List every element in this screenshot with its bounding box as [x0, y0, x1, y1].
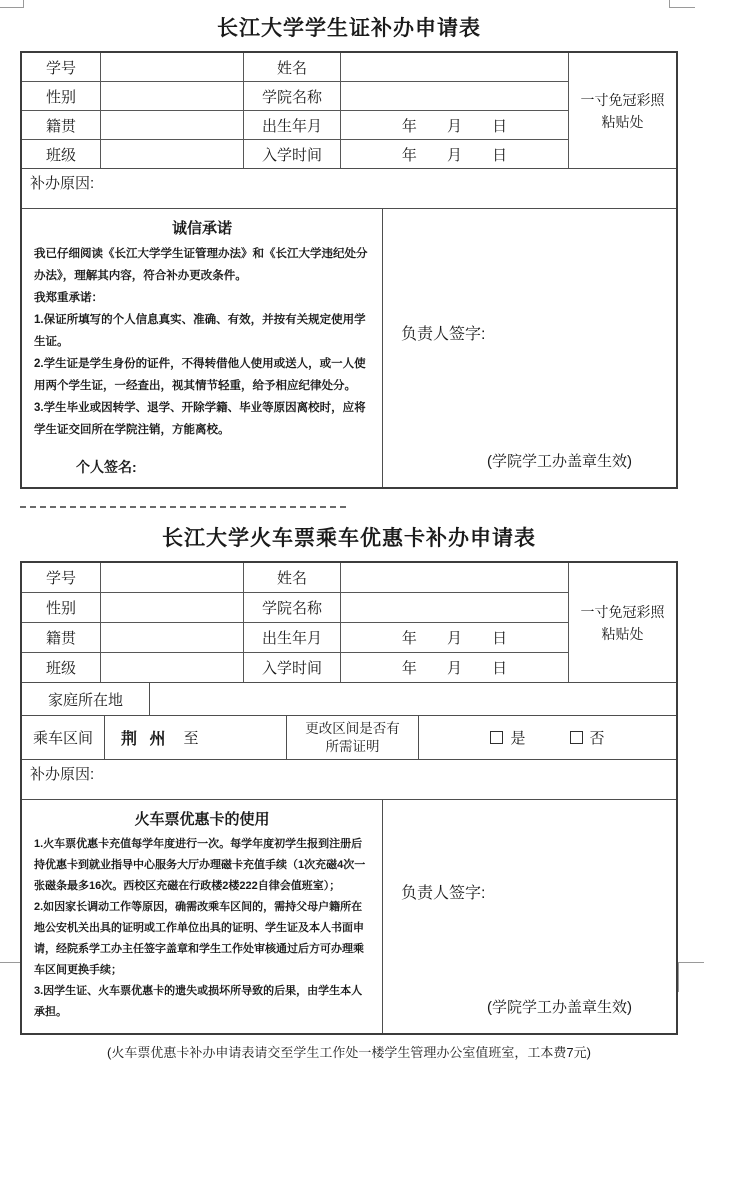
- form2-gender-value: [101, 593, 243, 622]
- form2-no-label: 否: [589, 730, 605, 747]
- form2-ride-route-cell: [105, 716, 287, 759]
- form1-pledge-paragraph: 1.保证所填写的个人信息真实、准确、有效，并按有关规定使用学生证。: [34, 314, 366, 348]
- form1-pledge-paragraph: 我已仔细阅读《长江大学学生证管理办法》和《长江大学违纪处分办法》，理解其内容，符合补办更改条件。: [34, 248, 368, 282]
- form2-student-no-value: [101, 563, 243, 592]
- form1-class-value: [101, 140, 243, 168]
- form1-photo-box-line1: 一寸免冠彩照: [580, 91, 665, 108]
- form2-photo-box-line1: 一寸免冠彩照: [580, 603, 665, 620]
- form2-cert-choice-cell: [419, 716, 676, 759]
- form1-pledge-heading: 诚信承诺: [171, 220, 232, 237]
- form2-enroll-time-value: 年 月 日: [341, 653, 568, 682]
- form2-usage-heading: 火车票优惠卡的使用: [134, 811, 270, 828]
- cut-dashed-line: [20, 506, 346, 508]
- form1-birth-date-label: 出生年月: [244, 111, 340, 139]
- form1-approval-cell: [383, 209, 676, 487]
- form1-info-grid: [22, 53, 676, 168]
- no-checkbox-icon: [570, 731, 583, 744]
- form1-student-no-label: 学号: [22, 53, 100, 81]
- form2-home-row: [22, 682, 676, 715]
- crop-mark-top-right-icon: [669, 0, 695, 8]
- form2-yes-option: [490, 727, 525, 748]
- form2-ride-section-label: 乘车区间: [22, 716, 105, 759]
- form1-class-label: 班级: [22, 140, 100, 168]
- form1-name-label: 姓名: [244, 53, 340, 81]
- form1-photo-box-line2: 粘贴处: [601, 113, 644, 130]
- form2-yes-label: 是: [510, 730, 526, 747]
- form1-personal-signature-label: 个人签名:: [76, 459, 137, 475]
- form1-pledge-section: [22, 208, 676, 487]
- form2-change-cert-line1: 更改区间是否有: [305, 720, 400, 736]
- form1-seal-note: (学院学工办盖章生效): [487, 453, 632, 470]
- form1-college-label: 学院名称: [244, 82, 340, 110]
- form2-approval-cell: [383, 800, 676, 1033]
- crop-mark-top-left-icon: [0, 0, 24, 8]
- form1-name-value: [341, 53, 568, 81]
- form2-info-grid: [22, 563, 676, 682]
- form1-pledge-paragraph: 我郑重承诺：: [34, 292, 103, 304]
- form2-usage-cell: [22, 800, 383, 1033]
- form2-change-cert-line2: 所需证明: [325, 738, 380, 754]
- form2-enroll-time-label: 入学时间: [244, 653, 340, 682]
- form2-usage-paragraph: 1.火车票优惠卡充值每学年度进行一次。每学年度初学生报到注册后持优惠卡到就业指导中心服务大厅办理磁卡充值手续（1次充磁4次一张磁条最多16次。西校区充磁在行政楼2楼222自律会值班室）；: [34, 838, 366, 892]
- form2-name-value: [341, 563, 568, 592]
- form1-native-place-label: 籍贯: [22, 111, 100, 139]
- student-id-form-table: [20, 51, 678, 489]
- form1-gender-value: [101, 82, 243, 110]
- form2-reason-row: 补办原因:: [22, 759, 676, 799]
- form1-approver-signature-label: 负责人签字:: [401, 326, 486, 343]
- form2-usage-section: [22, 799, 676, 1033]
- form2-change-cert-label: [287, 716, 419, 759]
- form2-ride-row: [22, 715, 676, 759]
- form2-usage-paragraph: 2.如因家长调动工作等原因，确需改乘车区间的，需持父母户籍所在地公安机关出具的证明或工作单位出具的证明、学生证及本人书面申请，经院系学工办主任签字盖章和学生工作处审核通过后方可办理乘车区间更换手续；: [34, 901, 364, 976]
- submission-footer-note: (火车票优惠卡补办申请表请交至学生工作处一楼学生管理办公室值班室，工本费7元): [107, 1045, 591, 1060]
- form1-title: 长江大学学生证补办申请表: [217, 17, 481, 40]
- form2-approver-signature-label: 负责人签字:: [401, 885, 486, 902]
- form2-student-no-label: 学号: [22, 563, 100, 592]
- form2-class-value: [101, 653, 243, 682]
- form1-college-value: [341, 82, 568, 110]
- form1-enroll-time-value: 年 月 日: [341, 140, 568, 168]
- yes-checkbox-icon: [490, 731, 503, 744]
- form1-native-place-value: [101, 111, 243, 139]
- form2-name-label: 姓名: [244, 563, 340, 592]
- form2-ride-from: 荆 州: [121, 731, 170, 748]
- train-card-form-table: [20, 561, 678, 1035]
- form2-home-value: [150, 683, 676, 715]
- form2-ride-to-label: 至: [183, 730, 199, 747]
- form2-college-label: 学院名称: [244, 593, 340, 622]
- form1-gender-label: 性别: [22, 82, 100, 110]
- form2-photo-box: [569, 563, 676, 682]
- form2-birth-date-label: 出生年月: [244, 623, 340, 652]
- form2-photo-box-line2: 粘贴处: [601, 625, 644, 642]
- crop-mark-bottom-right-icon: [678, 962, 704, 992]
- form1-enroll-time-label: 入学时间: [244, 140, 340, 168]
- form2-college-value: [341, 593, 568, 622]
- form1-student-no-value: [101, 53, 243, 81]
- form1-pledge-paragraph: 2.学生证是学生身份的证件，不得转借他人使用或送人，或一人使用两个学生证，一经查出，视其情节轻重，给予相应纪律处分。: [34, 358, 366, 392]
- form1-birth-date-value: 年 月 日: [341, 111, 568, 139]
- form2-native-place-label: 籍贯: [22, 623, 100, 652]
- form2-gender-label: 性别: [22, 593, 100, 622]
- form1-pledge-paragraph: 3.学生毕业或因转学、退学、开除学籍、毕业等原因离校时，应将学生证交回所在学院注销，方能离校。: [34, 402, 366, 436]
- form2-usage-paragraph: 3.因学生证、火车票优惠卡的遗失或损坏所导致的后果，由学生本人承担。: [34, 985, 363, 1018]
- document-body: [20, 8, 678, 1061]
- form2-home-label: 家庭所在地: [22, 683, 150, 715]
- form1-photo-box: [569, 53, 676, 168]
- form2-seal-note: (学院学工办盖章生效): [487, 999, 632, 1016]
- form1-pledge-cell: [22, 209, 383, 487]
- form1-reason-row: 补办原因:: [22, 168, 676, 208]
- form2-class-label: 班级: [22, 653, 100, 682]
- form2-native-place-value: [101, 623, 243, 652]
- form2-birth-date-value: 年 月 日: [341, 623, 568, 652]
- form2-title: 长江大学火车票乘车优惠卡补办申请表: [162, 527, 536, 550]
- form2-no-option: [570, 727, 605, 748]
